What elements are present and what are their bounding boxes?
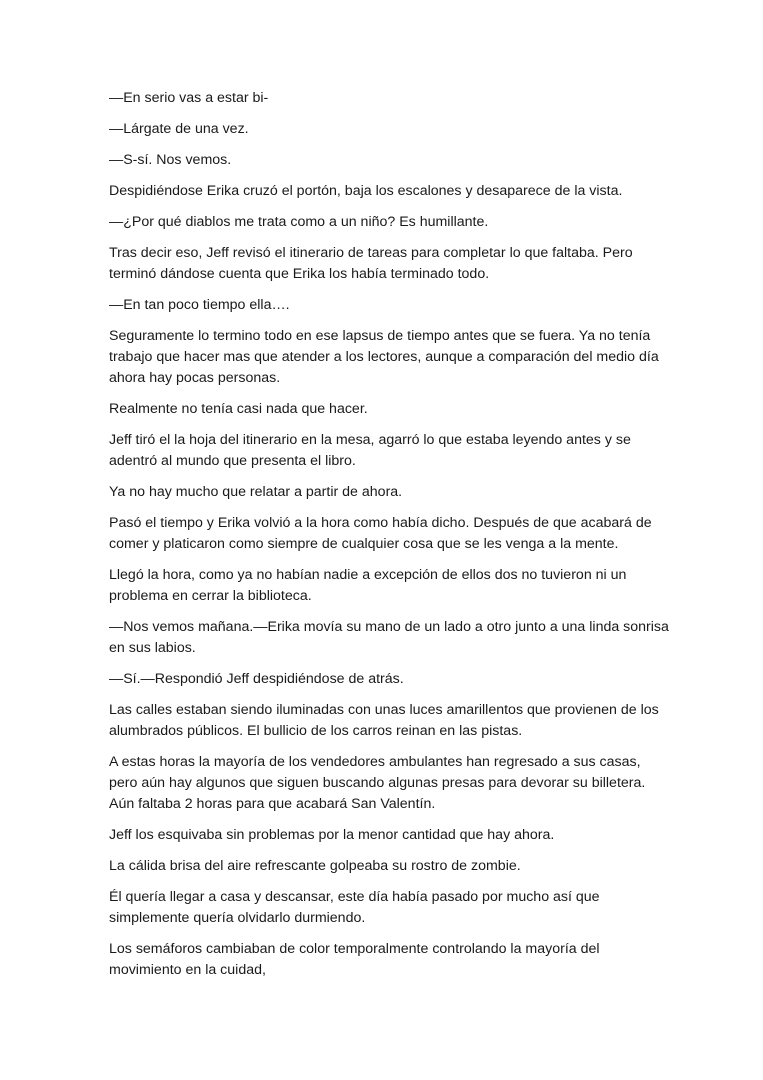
paragraph: —¿Por qué diablos me trata como a un niño? Es humillante. — [109, 214, 489, 230]
paragraph: Ya no hay mucho que relatar a partir de ahora. — [109, 484, 403, 500]
paragraph: Despidiéndose Erika cruzó el portón, baja los escalones y desaparece de la vista. — [109, 183, 623, 199]
paragraph: Jeff tiró el la hoja del itinerario en la mesa, agarró lo que estaba leyendo antes y se adentró al mundo que presenta el libro. — [109, 432, 631, 469]
paragraph: —Lárgate de una vez. — [109, 121, 249, 137]
paragraph: Pasó el tiempo y Erika volvió a la hora como había dicho. Después de que acabará de comer y platicaron como siempre de cualquier cosa que se les venga a la mente. — [109, 515, 652, 552]
paragraph: —En serio vas a estar bi- — [109, 90, 269, 106]
paragraph: La cálida brisa del aire refrescante golpeaba su rostro de zombie. — [109, 858, 521, 874]
paragraph: Tras decir eso, Jeff revisó el itinerario de tareas para completar lo que faltaba. Pero terminó dándose cuenta que Erika los había terminado todo. — [109, 245, 633, 282]
paragraph: Jeff los esquivaba sin problemas por la menor cantidad que hay ahora. — [109, 827, 555, 843]
paragraph: A estas horas la mayoría de los vendedores ambulantes han regresado a sus casas, pero aún hay algunos que siguen buscando algunas presas para devorar su billetera. Aún faltaba 2 horas para que acabará San Valentín. — [109, 754, 646, 812]
paragraph: —Nos vemos mañana.—Erika movía su mano de un lado a otro junto a una linda sonrisa en sus labios. — [109, 619, 669, 656]
paragraph: Los semáforos cambiaban de color temporalmente controlando la mayoría del movimiento en la cuidad, — [109, 941, 600, 978]
document-body — [109, 88, 669, 991]
paragraph: Las calles estaban siendo iluminadas con unas luces amarillentos que provienen de los alumbrados públicos. El bullicio de los carros reinan en las pistas. — [109, 702, 659, 739]
paragraph: Seguramente lo termino todo en ese lapsus de tiempo antes que se fuera. Ya no tenía trabajo que hacer mas que atender a los lectores, aunque a comparación del medio día ahora hay pocas personas. — [109, 328, 659, 386]
paragraph: —En tan poco tiempo ella…. — [109, 297, 290, 313]
paragraph: Él quería llegar a casa y descansar, este día había pasado por mucho así que simplemente quería olvidarlo durmiendo. — [109, 889, 600, 926]
paragraph: Realmente no tenía casi nada que hacer. — [109, 401, 368, 417]
paragraph: Llegó la hora, como ya no habían nadie a excepción de ellos dos no tuvieron ni un problema en cerrar la biblioteca. — [109, 567, 627, 604]
paragraph: —Sí.—Respondió Jeff despidiéndose de atrás. — [109, 671, 404, 687]
paragraph: —S-sí. Nos vemos. — [109, 152, 232, 168]
